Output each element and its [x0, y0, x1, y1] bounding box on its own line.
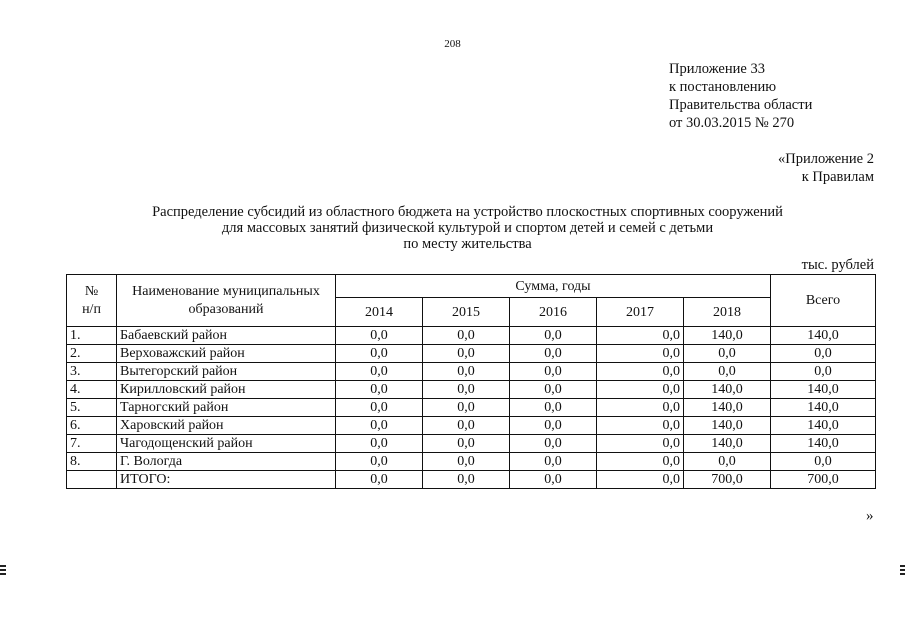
row-value: 0,0	[510, 435, 597, 453]
row-value: 0,0	[423, 435, 510, 453]
row-number: 6.	[67, 417, 117, 435]
appendix2-reference	[778, 150, 874, 186]
row-value: 0,0	[510, 381, 597, 399]
header-total-text: Всего	[805, 293, 841, 308]
row-value: 0,0	[423, 363, 510, 381]
title-line-2: для массовых занятий физической культурой и спортом детей и семей с детьми	[221, 220, 714, 236]
row-name: Кирилловский район	[117, 381, 336, 399]
total-value: 0,0	[510, 471, 597, 489]
row-value: 0,0	[336, 345, 423, 363]
total-row-number	[67, 471, 117, 489]
row-value: 0,0	[510, 399, 597, 417]
row-value: 140,0	[684, 381, 771, 399]
row-total: 0,0	[771, 345, 876, 363]
row-name: Вытегорский район	[117, 363, 336, 381]
appendix-reference	[669, 60, 812, 132]
header-year: 2015	[423, 298, 510, 327]
closing-quote: »	[866, 508, 874, 524]
row-value: 0,0	[510, 327, 597, 345]
row-value: 0,0	[510, 345, 597, 363]
row-number: 5.	[67, 399, 117, 417]
row-value: 0,0	[423, 417, 510, 435]
document-title	[0, 204, 905, 252]
row-number: 7.	[67, 435, 117, 453]
row-number: 8.	[67, 453, 117, 471]
row-value: 0,0	[336, 453, 423, 471]
row-name: Тарногский район	[117, 399, 336, 417]
table-row	[67, 435, 876, 453]
title-line-1: Распределение субсидий из областного бюджета на устройство плоскостных спортивных сооружений	[152, 204, 783, 220]
total-value: 700,0	[684, 471, 771, 489]
header-sum-years	[336, 275, 771, 298]
row-total: 140,0	[771, 417, 876, 435]
row-value: 0,0	[684, 363, 771, 381]
header-year: 2017	[597, 298, 684, 327]
row-value: 140,0	[684, 435, 771, 453]
row-number: 2.	[67, 345, 117, 363]
appendix2-line-1: «Приложение 2	[778, 151, 874, 167]
total-value: 0,0	[597, 471, 684, 489]
row-name: Верховажский район	[117, 345, 336, 363]
appendix-line-4: от 30.03.2015 № 270	[669, 115, 795, 131]
row-value: 0,0	[684, 345, 771, 363]
total-value: 0,0	[423, 471, 510, 489]
header-year: 2018	[684, 298, 771, 327]
row-value: 140,0	[684, 327, 771, 345]
row-value: 0,0	[423, 327, 510, 345]
table-row	[67, 399, 876, 417]
row-total: 140,0	[771, 399, 876, 417]
table-row	[67, 345, 876, 363]
header-number	[67, 275, 117, 327]
table-row	[67, 327, 876, 345]
header-year: 2016	[510, 298, 597, 327]
row-value: 0,0	[423, 345, 510, 363]
row-name: Г. Вологда	[117, 453, 336, 471]
scan-margin-mark	[0, 565, 6, 567]
row-value: 0,0	[510, 453, 597, 471]
header-sum-years-text: Сумма, годы	[515, 278, 591, 294]
total-row-label: ИТОГО:	[117, 471, 336, 489]
row-value: 0,0	[684, 453, 771, 471]
appendix-line-1: Приложение 33	[669, 61, 765, 77]
row-value: 0,0	[597, 345, 684, 363]
appendix-line-2: к постановлению	[669, 79, 777, 95]
table-row	[67, 363, 876, 381]
row-value: 0,0	[510, 417, 597, 435]
title-line-3: по месту жительства	[403, 236, 532, 252]
scan-margin-mark	[900, 565, 905, 567]
appendix-line-3: Правительства области	[669, 97, 813, 113]
row-value: 0,0	[336, 363, 423, 381]
row-value: 0,0	[336, 399, 423, 417]
row-number: 3.	[67, 363, 117, 381]
row-total: 140,0	[771, 327, 876, 345]
table-row	[67, 381, 876, 399]
row-value: 0,0	[423, 399, 510, 417]
row-value: 0,0	[597, 399, 684, 417]
row-name: Чагодощенский район	[117, 435, 336, 453]
header-total	[771, 275, 876, 327]
row-total: 0,0	[771, 363, 876, 381]
table-row	[67, 417, 876, 435]
row-value: 0,0	[597, 327, 684, 345]
appendix2-line-2: к Правилам	[801, 169, 874, 185]
header-name-text: Наименование муниципальных образований	[132, 283, 320, 317]
subsidy-table	[66, 274, 876, 489]
row-value: 0,0	[336, 417, 423, 435]
header-name	[117, 275, 336, 327]
row-name: Харовский район	[117, 417, 336, 435]
header-number-text: № н/п	[82, 283, 101, 317]
row-value: 0,0	[597, 453, 684, 471]
total-value: 0,0	[336, 471, 423, 489]
row-value: 0,0	[510, 363, 597, 381]
row-value: 0,0	[423, 453, 510, 471]
units-label: тыс. рублей	[801, 257, 874, 273]
row-value: 140,0	[684, 417, 771, 435]
row-value: 0,0	[423, 381, 510, 399]
row-number: 4.	[67, 381, 117, 399]
row-value: 0,0	[597, 381, 684, 399]
row-value: 0,0	[336, 435, 423, 453]
row-total: 140,0	[771, 381, 876, 399]
row-value: 0,0	[336, 327, 423, 345]
page-number: 208	[444, 38, 461, 50]
row-value: 0,0	[597, 435, 684, 453]
row-number: 1.	[67, 327, 117, 345]
grand-total: 700,0	[771, 471, 876, 489]
row-value: 140,0	[684, 399, 771, 417]
table-row	[67, 453, 876, 471]
row-value: 0,0	[597, 363, 684, 381]
row-total: 0,0	[771, 453, 876, 471]
row-name: Бабаевский район	[117, 327, 336, 345]
header-year: 2014	[336, 298, 423, 327]
row-value: 0,0	[597, 417, 684, 435]
table-total-row	[67, 471, 876, 489]
row-value: 0,0	[336, 381, 423, 399]
row-total: 140,0	[771, 435, 876, 453]
